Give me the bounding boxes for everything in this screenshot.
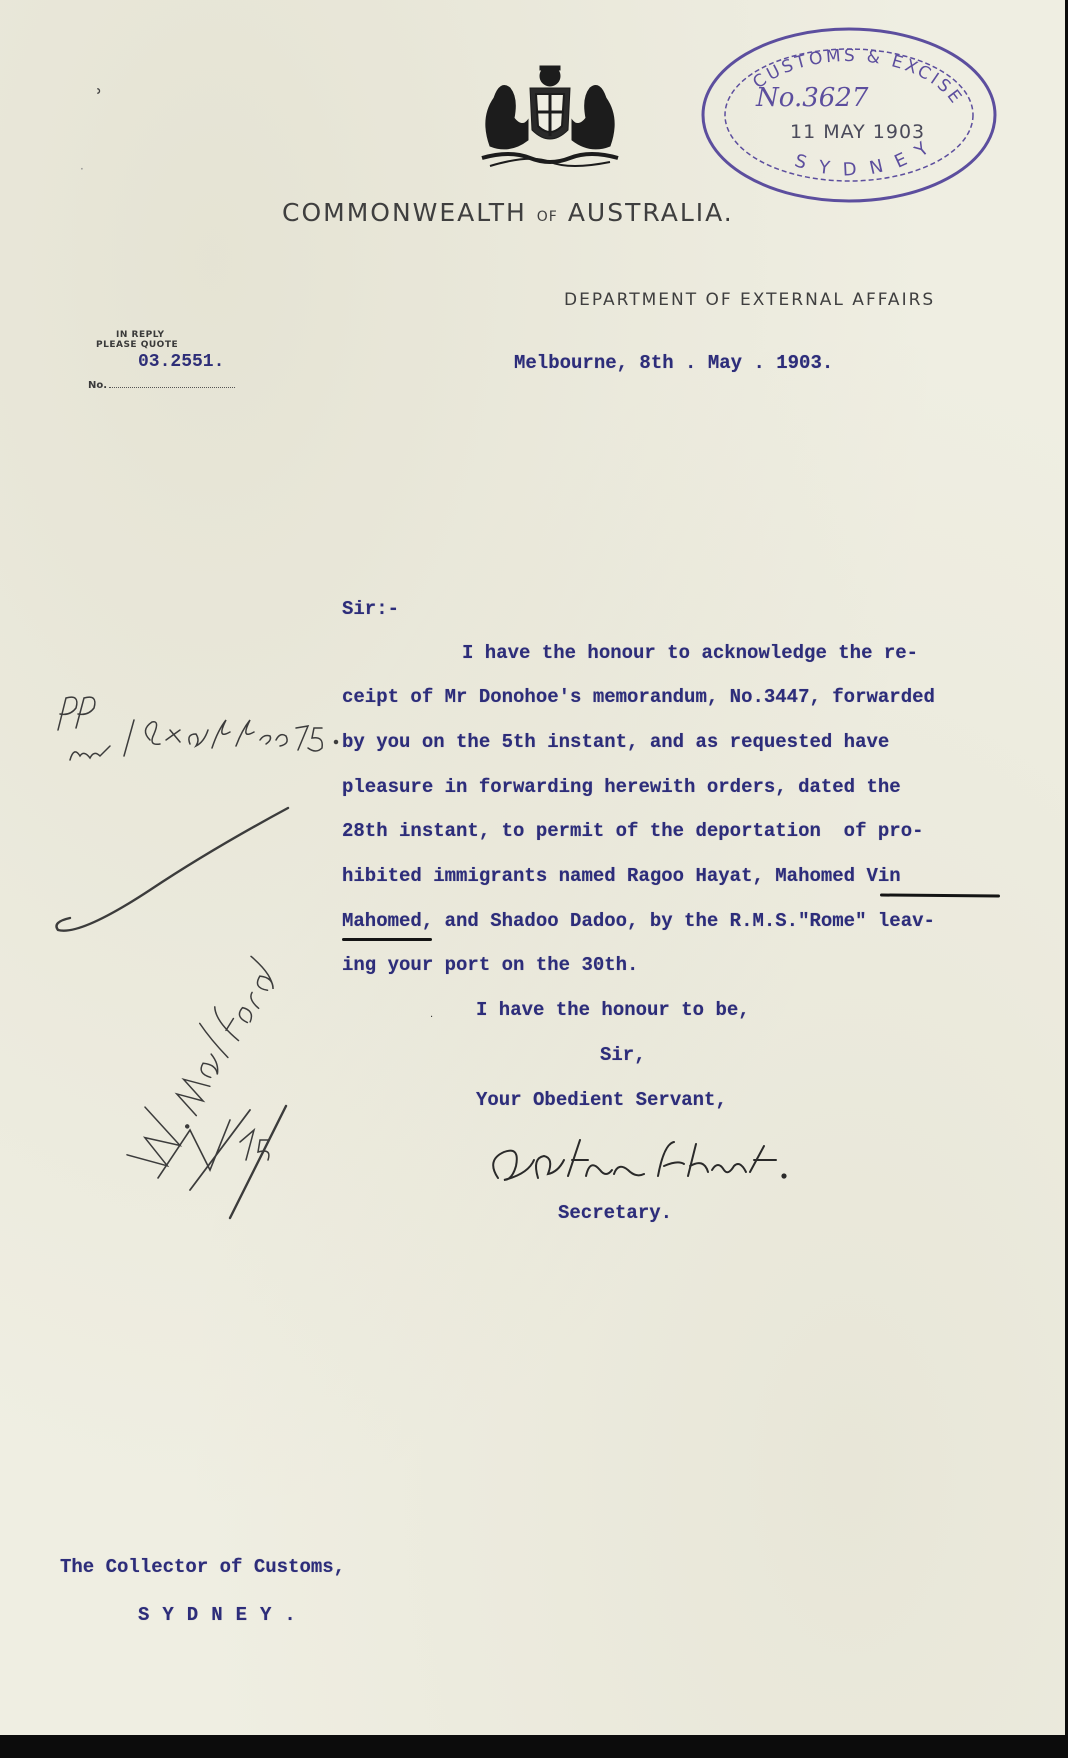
- stray-ink-mark: ʾ: [96, 86, 103, 111]
- stamp-number: No.3627: [756, 83, 869, 113]
- coat-of-arms-icon: [470, 58, 630, 170]
- reference-number: 03.2551.: [138, 352, 225, 372]
- reference-no-dotted-line: [109, 387, 235, 388]
- letterhead-title-part1: COMMONWEALTH: [282, 198, 527, 227]
- letterhead-title: [282, 198, 734, 227]
- body-line: pleasure in forwarding herewith orders, dated the: [342, 776, 901, 798]
- addressee-city: SYDNEY.: [138, 1604, 309, 1626]
- letter-date: Melbourne, 8th . May . 1903.: [514, 352, 834, 374]
- reference-no-field: [88, 380, 235, 391]
- stamp-bottom-text: SYDNEY: [792, 129, 944, 181]
- body-line: 28th instant, to permit of the deportation of pro-: [342, 820, 924, 842]
- body-line: by you on the 5th instant, and as requested have: [342, 731, 890, 753]
- initials-date-text: [0, 0, 1, 1]
- body-line: I have the honour to acknowledge the re-: [462, 642, 919, 664]
- stray-ink-mark: ·: [430, 1012, 434, 1023]
- body-line: Mahomed, and Shadoo Dadoo, by the R.M.S."Rome" leav-: [342, 910, 935, 932]
- body-line: hibited immigrants named Ragoo Hayat, Mahomed Vin: [342, 865, 901, 887]
- closing-line: Your Obedient Servant,: [476, 1089, 727, 1111]
- body-line: ing your port on the 30th.: [342, 954, 639, 976]
- closing-line: Sir,: [600, 1044, 646, 1066]
- body-line: ceipt of Mr Donohoe's memorandum, No.3447, forwarded: [342, 686, 935, 708]
- signatory-title: Secretary.: [558, 1202, 673, 1224]
- reply-label-line2: PLEASE QUOTE: [96, 340, 179, 350]
- letterhead-title-of: OF: [536, 209, 558, 225]
- stamp-date: 11 MAY 1903: [790, 121, 926, 143]
- stamp-oval-icon: [698, 24, 1000, 206]
- salutation: Sir:-: [342, 598, 400, 620]
- stray-ink-mark: ·: [80, 162, 84, 176]
- addressee: The Collector of Customs,: [60, 1556, 346, 1578]
- handwritten-signature: [478, 1130, 808, 1200]
- reply-reference-label: [98, 330, 178, 350]
- handwritten-margin-annotations: [40, 690, 370, 1250]
- initials-text: [0, 0, 1, 1]
- department-heading: DEPARTMENT OF EXTERNAL AFFAIRS: [564, 290, 936, 310]
- margin-note-text: [0, 0, 1, 1]
- signature-text: [0, 0, 1, 1]
- reference-no-label: No.: [88, 380, 108, 391]
- pen-underline: [880, 893, 1000, 897]
- closing-line: I have the honour to be,: [476, 999, 750, 1021]
- stamp-top-text: CUSTOMS & EXCISE: [749, 45, 967, 110]
- customs-received-stamp: [698, 24, 1000, 206]
- reply-label-line1: IN REPLY: [116, 330, 165, 340]
- letterhead-title-part2: AUSTRALIA.: [567, 198, 734, 227]
